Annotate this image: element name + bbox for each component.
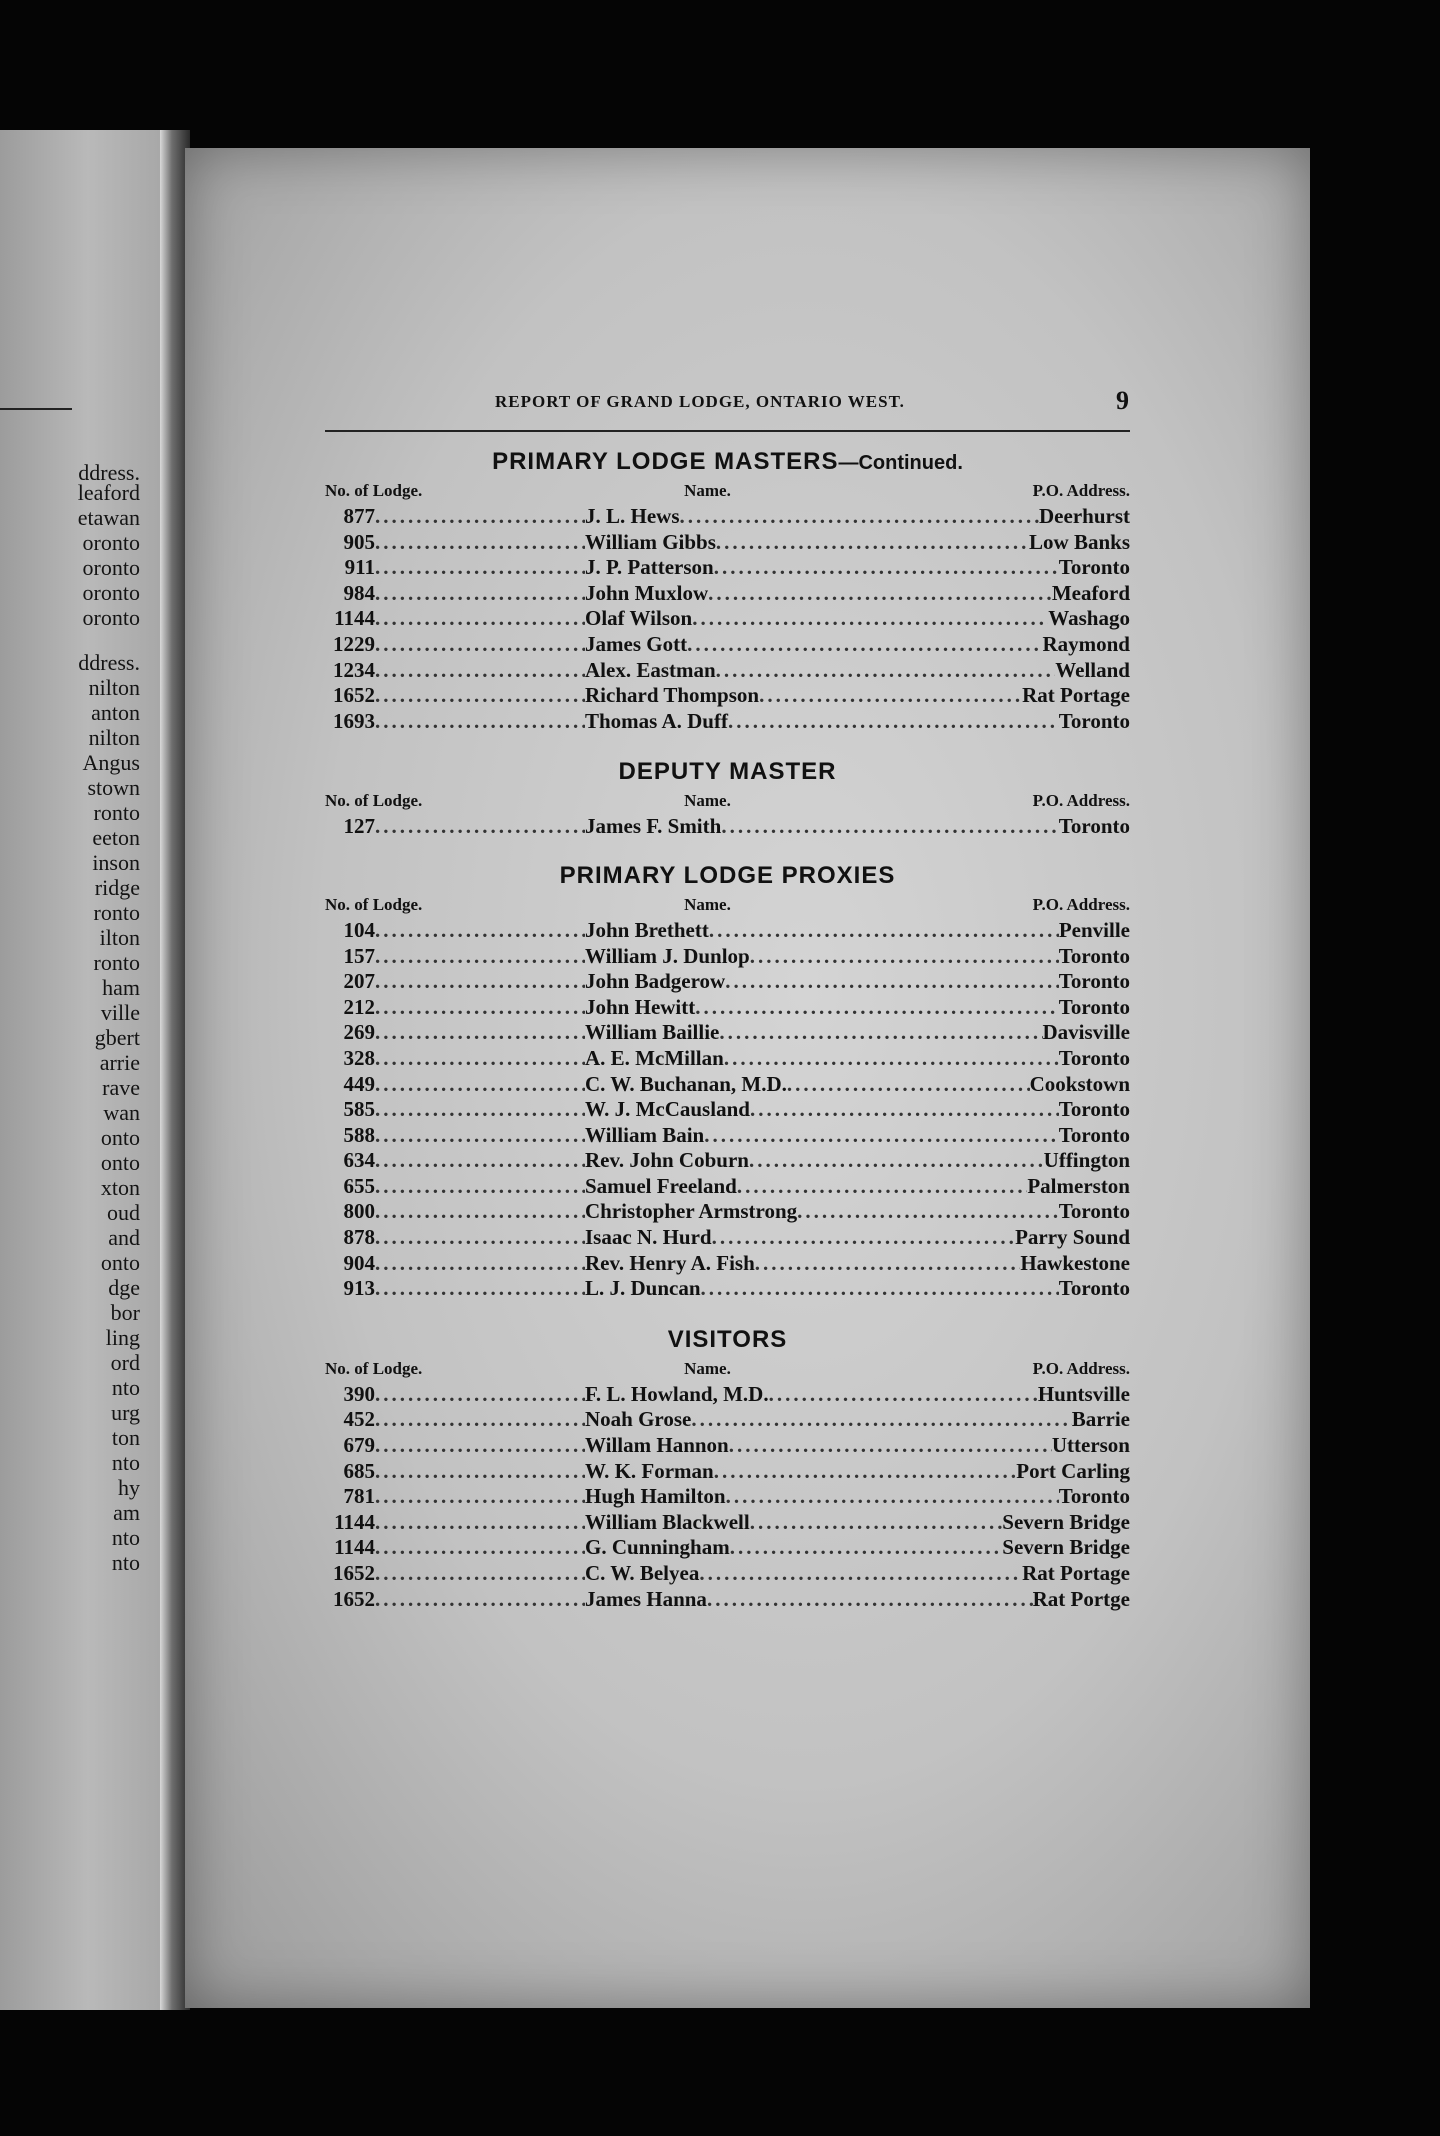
lodge-number: 1234 bbox=[333, 657, 375, 682]
table-row bbox=[325, 1382, 1130, 1408]
post-office-address: Low Banks bbox=[1029, 529, 1130, 554]
page-content bbox=[325, 380, 1130, 1612]
leader-dots bbox=[704, 1123, 1059, 1149]
leader-dots bbox=[375, 632, 585, 658]
leader-dots bbox=[375, 581, 585, 607]
left-page-fragment: xton bbox=[100, 1175, 140, 1200]
left-page-fragment: am bbox=[113, 1500, 140, 1525]
lodge-number: 1693 bbox=[333, 708, 375, 733]
lodge-number: 449 bbox=[343, 1071, 375, 1096]
left-page-fragment: nto bbox=[111, 1550, 140, 1575]
post-office-address: Toronto bbox=[1058, 1097, 1130, 1122]
left-page-fragment: wan bbox=[103, 1100, 140, 1125]
lodge-number: 585 bbox=[343, 1097, 375, 1122]
left-page-fragment: nto bbox=[111, 1525, 140, 1550]
column-header-name: Name. bbox=[684, 791, 731, 811]
member-name: James F. Smith bbox=[585, 814, 722, 839]
leader-dots bbox=[375, 969, 585, 995]
post-office-address: Port Carling bbox=[1016, 1458, 1130, 1483]
member-name: L. J. Duncan bbox=[585, 1276, 701, 1301]
member-name: J. L. Hews bbox=[585, 504, 680, 528]
section-title bbox=[325, 1324, 1130, 1356]
left-page-fragment: dge bbox=[108, 1275, 140, 1300]
leader-dots bbox=[375, 1535, 585, 1561]
lodge-number: 913 bbox=[343, 1276, 375, 1301]
section-title-text: DEPUTY MASTER bbox=[618, 758, 837, 786]
post-office-address: Toronto bbox=[1058, 708, 1130, 733]
left-page-fragment: ronto bbox=[93, 950, 140, 975]
column-header-lodge: No. of Lodge. bbox=[325, 1358, 423, 1378]
left-page-fragment: ridge bbox=[94, 875, 140, 900]
leader-dots bbox=[755, 1251, 1021, 1277]
member-name: James Gott bbox=[585, 631, 688, 656]
leader-dots bbox=[680, 504, 1040, 530]
column-headers bbox=[325, 1356, 1130, 1382]
left-page-fragment: arrie bbox=[99, 1050, 140, 1075]
leader-dots bbox=[707, 1587, 1033, 1613]
left-page-fragment: ville bbox=[100, 1000, 140, 1025]
lodge-number: 390 bbox=[343, 1381, 375, 1406]
post-office-address: Deerhurst bbox=[1039, 504, 1130, 528]
left-page-fragment: etawan bbox=[77, 505, 140, 530]
post-office-address: Utterson bbox=[1051, 1433, 1130, 1458]
left-page-fragment: rave bbox=[102, 1075, 140, 1100]
member-name: A. E. McMillan bbox=[585, 1045, 724, 1070]
table-row bbox=[325, 1276, 1130, 1302]
running-head bbox=[325, 380, 1130, 420]
leader-dots bbox=[769, 1382, 1038, 1408]
post-office-address: Palmerston bbox=[1027, 1173, 1130, 1198]
member-name: John Badgerow bbox=[585, 969, 726, 994]
table-row bbox=[325, 555, 1130, 581]
section-title-text: PRIMARY LODGE MASTERS bbox=[492, 448, 839, 475]
leader-dots bbox=[730, 1535, 1003, 1561]
member-name: Rev. John Coburn bbox=[585, 1148, 749, 1173]
leader-dots bbox=[714, 1459, 1017, 1485]
member-name: William J. Dunlop bbox=[585, 943, 750, 968]
table-row bbox=[325, 530, 1130, 556]
left-page-fragment: ord bbox=[110, 1350, 140, 1375]
leader-dots bbox=[750, 1510, 1003, 1536]
section-title bbox=[325, 756, 1130, 788]
lodge-number: 1652 bbox=[333, 683, 375, 708]
post-office-address: Toronto bbox=[1058, 555, 1130, 580]
table-row bbox=[325, 1433, 1130, 1459]
column-header-address: P.O. Address. bbox=[1032, 894, 1130, 914]
lodge-number: 878 bbox=[343, 1225, 375, 1250]
member-name: William Blackwell bbox=[585, 1509, 750, 1534]
member-name: John Hewitt bbox=[585, 994, 696, 1019]
lodge-number: 452 bbox=[343, 1407, 375, 1432]
table-row bbox=[325, 504, 1130, 530]
member-name: William Gibbs bbox=[585, 529, 716, 554]
post-office-address: Uffington bbox=[1043, 1148, 1130, 1173]
left-page-fragment: eeton bbox=[92, 825, 140, 850]
lodge-number: 877 bbox=[343, 504, 375, 528]
lodge-number: 1144 bbox=[334, 1509, 375, 1534]
leader-dots bbox=[375, 918, 585, 944]
table-row bbox=[325, 1072, 1130, 1098]
lodge-number: 104 bbox=[343, 917, 375, 942]
member-name: J. P. Patterson bbox=[585, 555, 714, 580]
left-page-fragment: Angus bbox=[82, 750, 140, 775]
leader-dots bbox=[375, 1433, 585, 1459]
lodge-number: 1144 bbox=[334, 1535, 375, 1560]
column-header-lodge: No. of Lodge. bbox=[325, 791, 423, 811]
member-name: C. W. Belyea bbox=[585, 1561, 700, 1585]
leader-dots bbox=[797, 1199, 1059, 1225]
table-row bbox=[325, 969, 1130, 995]
table-row bbox=[325, 683, 1130, 709]
leader-dots bbox=[701, 1276, 1059, 1302]
lodge-number: 1144 bbox=[334, 606, 375, 631]
section-primary-lodge-proxies bbox=[325, 860, 1130, 1302]
section-deputy-master bbox=[325, 756, 1130, 840]
lodge-number: 157 bbox=[343, 943, 375, 968]
section-visitors bbox=[325, 1324, 1130, 1612]
post-office-address: Toronto bbox=[1058, 1122, 1130, 1147]
post-office-address: Huntsville bbox=[1037, 1381, 1130, 1406]
member-name: James Hanna bbox=[585, 1586, 707, 1611]
leader-dots bbox=[375, 1097, 585, 1123]
table-row bbox=[325, 1535, 1130, 1561]
leader-dots bbox=[691, 1407, 1071, 1433]
post-office-address: Barrie bbox=[1071, 1407, 1130, 1432]
column-header-address: P.O. Address. bbox=[1032, 481, 1130, 500]
leader-dots bbox=[692, 606, 1048, 632]
left-page-fragment: and bbox=[108, 1225, 140, 1250]
post-office-address: Rat Portage bbox=[1022, 683, 1130, 708]
section-primary-lodge-masters bbox=[325, 446, 1130, 734]
lodge-number: 1652 bbox=[333, 1586, 375, 1611]
leader-dots bbox=[375, 530, 585, 556]
member-name: W. K. Forman bbox=[585, 1458, 714, 1483]
member-name: William Baillie bbox=[585, 1020, 720, 1045]
table-row bbox=[325, 709, 1130, 735]
table-row bbox=[325, 632, 1130, 658]
left-page-fragment: urg bbox=[111, 1400, 140, 1425]
post-office-address: Raymond bbox=[1042, 631, 1130, 656]
lodge-number: 212 bbox=[343, 994, 375, 1019]
lodge-number: 800 bbox=[343, 1199, 375, 1224]
lodge-number: 634 bbox=[343, 1148, 375, 1173]
leader-dots bbox=[375, 1382, 585, 1408]
post-office-address: Parry Sound bbox=[1015, 1225, 1130, 1250]
table-row bbox=[325, 1225, 1130, 1251]
table-row bbox=[325, 658, 1130, 684]
post-office-address: Toronto bbox=[1058, 1276, 1130, 1301]
leader-dots bbox=[716, 530, 1029, 556]
left-page-fragment: ronto bbox=[93, 900, 140, 925]
left-page-fragment: nilton bbox=[88, 725, 140, 750]
leader-dots bbox=[787, 1072, 1030, 1098]
table-row bbox=[325, 1407, 1130, 1433]
left-page-fragment: onto bbox=[100, 1250, 140, 1275]
header-rule bbox=[325, 430, 1130, 432]
section-title-text: PRIMARY LODGE PROXIES bbox=[559, 861, 896, 889]
table-row bbox=[325, 1148, 1130, 1174]
post-office-address: Toronto bbox=[1058, 969, 1130, 994]
left-page-fragment: anton bbox=[91, 700, 140, 725]
lodge-number: 207 bbox=[343, 969, 375, 994]
member-name: F. L. Howland, M.D. bbox=[585, 1381, 769, 1406]
left-page-fragment: ilton bbox=[99, 925, 140, 950]
left-page-fragment: gbert bbox=[94, 1025, 140, 1050]
member-name: Isaac N. Hurd bbox=[585, 1225, 712, 1250]
left-page-fragment: leaford bbox=[77, 480, 140, 505]
post-office-address: Toronto bbox=[1058, 994, 1130, 1019]
leader-dots bbox=[375, 1123, 585, 1149]
leader-dots bbox=[375, 606, 585, 632]
post-office-address: Rat Portge bbox=[1032, 1586, 1130, 1611]
table-row bbox=[325, 1097, 1130, 1123]
column-headers bbox=[325, 788, 1130, 814]
leader-dots bbox=[759, 683, 1022, 709]
lodge-number: 1229 bbox=[333, 631, 375, 656]
leader-dots bbox=[375, 1484, 585, 1510]
leader-dots bbox=[712, 1225, 1015, 1251]
leader-dots bbox=[375, 658, 585, 684]
leader-dots bbox=[375, 1225, 585, 1251]
member-name: William Bain bbox=[585, 1122, 705, 1147]
post-office-address: Toronto bbox=[1058, 1484, 1130, 1509]
left-page-fragment: ronto bbox=[93, 800, 140, 825]
post-office-address: Cookstown bbox=[1029, 1071, 1130, 1096]
leader-dots bbox=[375, 1148, 585, 1174]
lodge-number: 984 bbox=[343, 580, 375, 605]
leader-dots bbox=[375, 944, 585, 970]
post-office-address: Meaford bbox=[1051, 580, 1130, 605]
left-page-fragment: oud bbox=[107, 1200, 140, 1225]
leader-dots bbox=[375, 1561, 585, 1587]
left-page-fragment: nto bbox=[111, 1450, 140, 1475]
leader-dots bbox=[375, 1174, 585, 1200]
leader-dots bbox=[375, 709, 585, 735]
table-row bbox=[325, 1510, 1130, 1536]
leader-dots bbox=[375, 683, 585, 709]
leader-dots bbox=[699, 1561, 1022, 1587]
left-page-rule bbox=[0, 408, 72, 410]
leader-dots bbox=[375, 1072, 585, 1098]
left-page-fragment: oronto bbox=[82, 580, 140, 605]
member-name: Christopher Armstrong bbox=[585, 1199, 798, 1224]
post-office-address: Washago bbox=[1048, 606, 1130, 631]
section-title-text: VISITORS bbox=[667, 1325, 788, 1353]
lodge-number: 679 bbox=[343, 1433, 375, 1458]
table-row bbox=[325, 1561, 1130, 1587]
leader-dots bbox=[375, 995, 585, 1021]
post-office-address: Rat Portage bbox=[1022, 1561, 1130, 1585]
left-page-fragment: stown bbox=[87, 775, 140, 800]
table-row bbox=[325, 944, 1130, 970]
table-row bbox=[325, 1020, 1130, 1046]
leader-dots bbox=[375, 1251, 585, 1277]
leader-dots bbox=[375, 1046, 585, 1072]
table-row bbox=[325, 606, 1130, 632]
table-row bbox=[325, 581, 1130, 607]
leader-dots bbox=[709, 918, 1059, 944]
running-title: REPORT OF GRAND LODGE, ONTARIO WEST. bbox=[495, 392, 905, 411]
leader-dots bbox=[687, 632, 1042, 658]
leader-dots bbox=[695, 995, 1059, 1021]
column-header-name: Name. bbox=[684, 1358, 731, 1378]
column-header-name: Name. bbox=[684, 481, 731, 500]
left-page-fragment: oronto bbox=[82, 605, 140, 630]
post-office-address: Hawkestone bbox=[1020, 1250, 1130, 1275]
column-headers bbox=[325, 478, 1130, 504]
member-name: John Muxlow bbox=[585, 580, 709, 605]
column-header-address: P.O. Address. bbox=[1032, 1358, 1130, 1378]
left-page-fragment: nilton bbox=[88, 675, 140, 700]
member-name: Hugh Hamilton bbox=[585, 1484, 726, 1509]
left-page-fragment: nto bbox=[111, 1375, 140, 1400]
left-page-edge bbox=[0, 130, 160, 2010]
left-page-fragment: inson bbox=[92, 850, 140, 875]
member-name: C. W. Buchanan, M.D. bbox=[585, 1071, 787, 1096]
left-page-fragment: hy bbox=[118, 1475, 140, 1500]
leader-dots bbox=[724, 1046, 1059, 1072]
leader-dots bbox=[375, 1407, 585, 1433]
post-office-address: Toronto bbox=[1058, 943, 1130, 968]
lodge-number: 905 bbox=[343, 529, 375, 554]
table-row bbox=[325, 1199, 1130, 1225]
table-row bbox=[325, 995, 1130, 1021]
section-title bbox=[325, 446, 1130, 478]
leader-dots bbox=[725, 969, 1059, 995]
member-name: Rev. Henry A. Fish bbox=[585, 1250, 755, 1275]
left-page-fragment: ddress. bbox=[78, 460, 140, 485]
member-name: John Brethett bbox=[585, 917, 709, 942]
leader-dots bbox=[749, 1148, 1044, 1174]
leader-dots bbox=[721, 814, 1058, 840]
member-name: Richard Thompson bbox=[585, 683, 760, 708]
post-office-address: Toronto bbox=[1058, 814, 1130, 839]
lodge-number: 1652 bbox=[333, 1561, 375, 1585]
lodge-number: 685 bbox=[343, 1458, 375, 1483]
left-page-fragment: oronto bbox=[82, 555, 140, 580]
table-row bbox=[325, 1046, 1130, 1072]
table-row bbox=[325, 1123, 1130, 1149]
post-office-address: Severn Bridge bbox=[1002, 1535, 1130, 1560]
leader-dots bbox=[719, 1020, 1042, 1046]
table-row bbox=[325, 814, 1130, 840]
column-header-name: Name. bbox=[684, 894, 731, 914]
column-header-lodge: No. of Lodge. bbox=[325, 481, 423, 500]
table-row bbox=[325, 1459, 1130, 1485]
post-office-address: Toronto bbox=[1058, 1199, 1130, 1224]
member-name: Alex. Eastman bbox=[585, 657, 716, 682]
leader-dots bbox=[375, 1199, 585, 1225]
left-page-fragment: oronto bbox=[82, 530, 140, 555]
leader-dots bbox=[375, 1587, 585, 1613]
page-number: 9 bbox=[1116, 386, 1130, 415]
lodge-number: 328 bbox=[343, 1045, 375, 1070]
lodge-number: 269 bbox=[343, 1020, 375, 1045]
leader-dots bbox=[716, 658, 1056, 684]
left-page-fragment: bor bbox=[110, 1300, 140, 1325]
leader-dots bbox=[729, 1433, 1052, 1459]
post-office-address: Penville bbox=[1058, 917, 1130, 942]
sections-container bbox=[325, 446, 1130, 1612]
leader-dots bbox=[750, 944, 1059, 970]
leader-dots bbox=[375, 1020, 585, 1046]
section-subtitle: —Continued. bbox=[838, 452, 963, 474]
leader-dots bbox=[375, 1276, 585, 1302]
post-office-address: Severn Bridge bbox=[1002, 1509, 1130, 1534]
left-page-fragment: ham bbox=[102, 975, 140, 1000]
member-name: Thomas A. Duff bbox=[585, 708, 728, 733]
post-office-address: Welland bbox=[1055, 657, 1130, 682]
left-page-fragment: onto bbox=[100, 1150, 140, 1175]
table-row bbox=[325, 918, 1130, 944]
section-title bbox=[325, 860, 1130, 892]
left-page-fragment: ddress. bbox=[78, 650, 140, 675]
member-name: Noah Grose bbox=[585, 1407, 692, 1432]
leader-dots bbox=[375, 814, 585, 840]
lodge-number: 781 bbox=[343, 1484, 375, 1509]
leader-dots bbox=[737, 1174, 1027, 1200]
lodge-number: 904 bbox=[343, 1250, 375, 1275]
leader-dots bbox=[375, 504, 585, 530]
leader-dots bbox=[375, 555, 585, 581]
column-header-lodge: No. of Lodge. bbox=[325, 894, 423, 914]
member-name: W. J. McCausland bbox=[585, 1097, 750, 1122]
leader-dots bbox=[708, 581, 1052, 607]
member-name: Samuel Freeland bbox=[585, 1173, 737, 1198]
lodge-number: 911 bbox=[344, 555, 375, 580]
table-row bbox=[325, 1174, 1130, 1200]
member-name: G. Cunningham bbox=[585, 1535, 730, 1560]
left-page-fragment: onto bbox=[100, 1125, 140, 1150]
leader-dots bbox=[728, 709, 1059, 735]
leader-dots bbox=[750, 1097, 1059, 1123]
leader-dots bbox=[714, 555, 1059, 581]
left-page-fragment: ling bbox=[105, 1325, 140, 1350]
left-page-fragment: ton bbox=[111, 1425, 140, 1450]
table-row bbox=[325, 1251, 1130, 1277]
leader-dots bbox=[375, 1510, 585, 1536]
post-office-address: Davisville bbox=[1042, 1020, 1130, 1045]
column-headers bbox=[325, 892, 1130, 918]
column-header-address: P.O. Address. bbox=[1032, 791, 1130, 811]
post-office-address: Toronto bbox=[1058, 1045, 1130, 1070]
lodge-number: 655 bbox=[343, 1173, 375, 1198]
lodge-number: 127 bbox=[343, 814, 375, 839]
member-name: Olaf Wilson bbox=[585, 606, 693, 631]
member-name: Willam Hannon bbox=[585, 1433, 729, 1458]
lodge-number: 588 bbox=[343, 1122, 375, 1147]
table-row bbox=[325, 1484, 1130, 1510]
leader-dots bbox=[726, 1484, 1059, 1510]
table-row bbox=[325, 1587, 1130, 1613]
leader-dots bbox=[375, 1459, 585, 1485]
